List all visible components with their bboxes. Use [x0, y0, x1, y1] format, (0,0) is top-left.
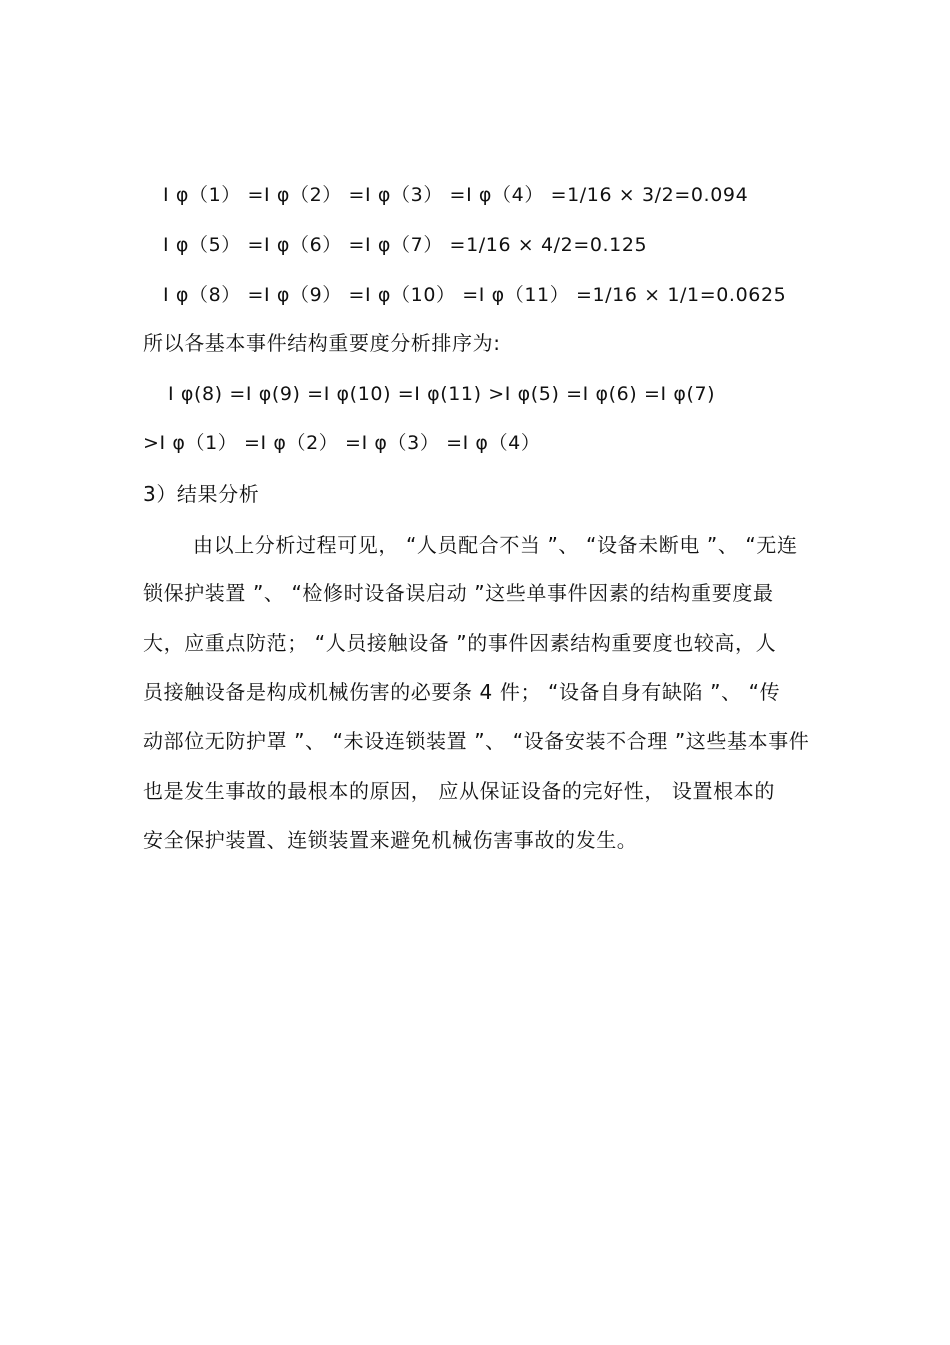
paragraph-line-6: 也是发生事故的最根本的原因， 应从保证设备的完好性， 设置根本的: [143, 779, 775, 803]
section-heading: 3）结果分析: [143, 482, 260, 506]
ranking-intro: 所以各基本事件结构重要度分析排序为:: [143, 331, 501, 355]
paragraph-line-5: 动部位无防护罩 ”、 “未设连锁装置 ”、 “设备安装不合理 ”这些基本事件: [143, 729, 810, 753]
paragraph-line-3: 大，应重点防范； “人员接触设备 ”的事件因素结构重要度也较高，人: [143, 631, 777, 655]
ranking-line-2: >I φ（1） =I φ（2） =I φ（3） =I φ（4）: [143, 432, 541, 454]
formula-line-2: I φ（5） =I φ（6） =I φ（7） =1/16 × 4/2=0.125: [163, 234, 648, 256]
paragraph-line-1: 由以上分析过程可见， “人员配合不当 ”、 “设备未断电 ”、 “无连: [193, 533, 798, 557]
formula-line-3: I φ（8） =I φ（9） =I φ（10） =I φ（11） =1/16 × 1/1=0.0625: [163, 284, 787, 306]
paragraph-line-4: 员接触设备是构成机械伤害的必要条 4 件； “设备自身有缺陷 ”、 “传: [143, 680, 781, 704]
ranking-line-1: I φ(8) =I φ(9) =I φ(10) =I φ(11) >I φ(5) =I φ(6) =I φ(7): [168, 383, 716, 405]
paragraph-line-7: 安全保护装置、连锁装置来避免机械伤害事故的发生。: [143, 828, 638, 852]
formula-line-1: I φ（1） =I φ（2） =I φ（3） =I φ（4） =1/16 × 3/2=0.094: [163, 184, 749, 206]
paragraph-line-2: 锁保护装置 ”、 “检修时设备误启动 ”这些单事件因素的结构重要度最: [143, 581, 774, 605]
